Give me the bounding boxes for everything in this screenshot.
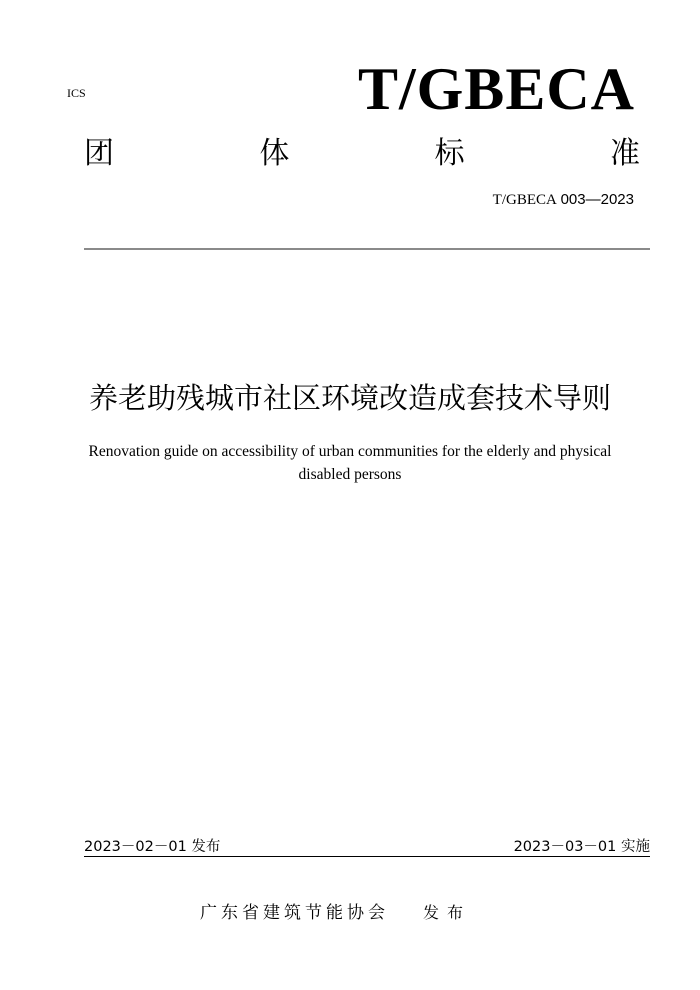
standard-type-char: 标 bbox=[434, 136, 465, 171]
standard-type-char: 体 bbox=[259, 136, 290, 171]
issue-label: 发布 bbox=[423, 903, 472, 922]
implement-date: 2023－03－01 实施 bbox=[513, 839, 650, 855]
publisher-row bbox=[200, 900, 520, 926]
date-row bbox=[84, 837, 650, 857]
english-title-line: disabled persons bbox=[298, 466, 402, 483]
chinese-title: 养老助残城市社区环境改造成套技术导则 bbox=[88, 381, 611, 415]
header-divider bbox=[84, 248, 650, 250]
standard-number-prefix: T/GBECA bbox=[492, 192, 557, 208]
publisher-name: 广东省建筑节能协会 bbox=[200, 903, 389, 923]
standard-number bbox=[380, 190, 634, 210]
date-divider bbox=[84, 856, 650, 857]
english-title-line: Renovation guide on accessibility of urban communities for the elderly and physical bbox=[88, 443, 612, 460]
ics-label: ICS bbox=[67, 86, 86, 100]
english-title bbox=[60, 440, 640, 486]
standard-number-suffix: 003—2023 bbox=[560, 191, 634, 208]
standard-type-char: 准 bbox=[609, 136, 640, 171]
standard-type-char: 团 bbox=[84, 136, 114, 171]
standard-type-heading bbox=[84, 136, 640, 172]
publish-date: 2023－02－01 发布 bbox=[84, 839, 221, 855]
standard-logo: T/GBECA bbox=[357, 56, 635, 122]
